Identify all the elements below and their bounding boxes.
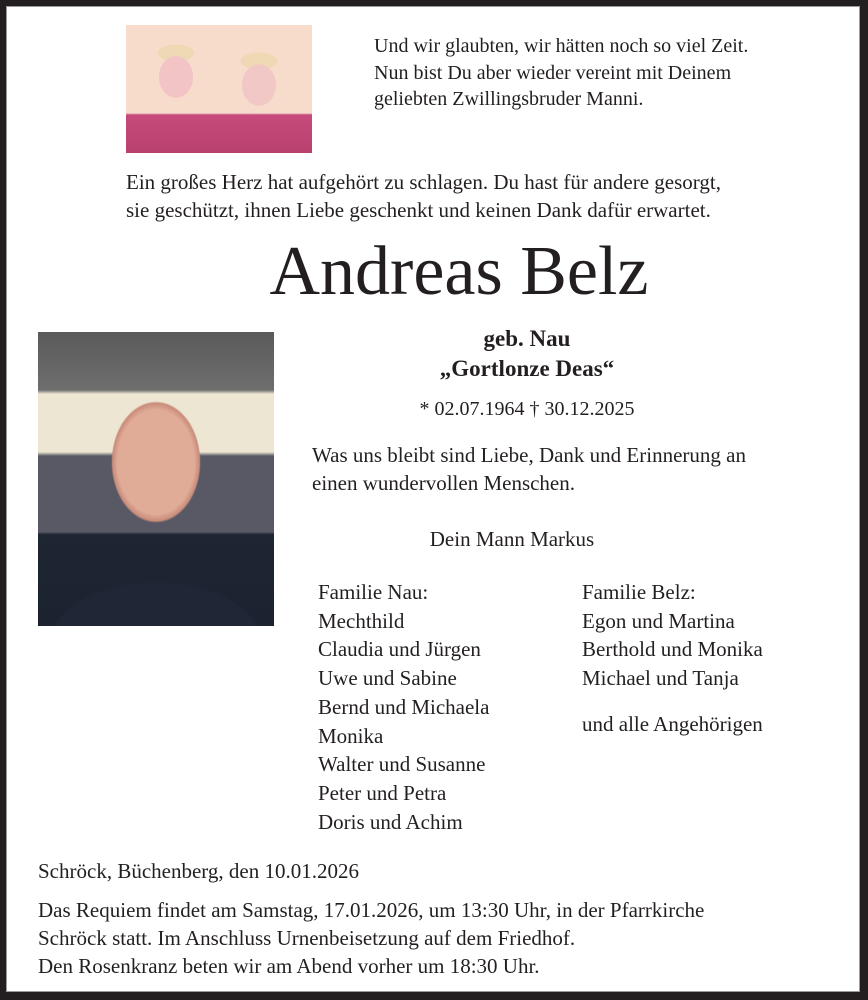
opening-quote xyxy=(374,33,748,113)
place-and-date: Schröck, Büchenberg, den 10.01.2026 xyxy=(38,859,359,883)
twins-childhood-photo xyxy=(126,25,312,153)
intro-line: Ein großes Herz hat aufgehört zu schlagen. Du hast für andere gesorgt, xyxy=(126,170,721,194)
spacer xyxy=(582,693,763,710)
obituary-page xyxy=(6,6,860,992)
family-heading: Familie Belz: xyxy=(582,580,696,604)
portrait-photo xyxy=(38,332,274,626)
service-line: Das Requiem findet am Samstag, 17.01.2026, um 13:30 Uhr, in der Pfarrkirche xyxy=(38,898,705,922)
intro-line: sie geschützt, ihnen Liebe geschenkt und keinen Dank dafür erwartet. xyxy=(126,198,711,222)
family-member: Claudia und Jürgen xyxy=(318,637,481,662)
life-dates: * 02.07.1964 † 30.12.2025 xyxy=(419,398,635,420)
family-member: Bernd und Michaela xyxy=(318,694,490,719)
memory-line: einen wundervollen Menschen. xyxy=(312,471,576,495)
family-member: Peter und Petra xyxy=(318,780,447,805)
family-member: Michael und Tanja xyxy=(582,666,739,691)
birth-name: geb. Nau xyxy=(483,326,571,351)
family-member: Berthold und Monika xyxy=(582,637,763,662)
service-info xyxy=(38,896,704,980)
family-member: Walter und Susanne xyxy=(318,752,486,777)
quote-line: Und wir glaubten, wir hätten noch so viel Zeit. xyxy=(374,35,749,57)
family-member: Monika xyxy=(318,723,384,748)
nickname: „Gortlonze Deas“ xyxy=(439,356,615,381)
service-line: Den Rosenkranz beten wir am Abend vorher um 18:30 Uhr. xyxy=(38,954,540,978)
relatives-closing: und alle Angehörigen xyxy=(582,711,763,736)
memory-text xyxy=(312,441,746,497)
intro-text xyxy=(126,168,721,224)
family-nau-list xyxy=(318,578,489,836)
family-member: Mechthild xyxy=(318,608,405,633)
memory-line: Was uns bleibt sind Liebe, Dank und Erinnerung an xyxy=(312,443,746,467)
family-belz-list xyxy=(582,578,763,739)
quote-line: geliebten Zwillingsbruder Manni. xyxy=(374,88,644,110)
family-member: Egon und Martina xyxy=(582,608,735,633)
family-member: Uwe und Sabine xyxy=(318,666,457,691)
deceased-name: Andreas Belz xyxy=(269,233,649,310)
service-line: Schröck statt. Im Anschluss Urnenbeisetzung auf dem Friedhof. xyxy=(38,926,576,950)
spouse-signature: Dein Mann Markus xyxy=(429,527,595,551)
quote-line: Nun bist Du aber wieder vereint mit Deinem xyxy=(374,61,732,84)
family-member: Doris und Achim xyxy=(318,809,463,834)
family-heading: Familie Nau: xyxy=(318,580,429,604)
